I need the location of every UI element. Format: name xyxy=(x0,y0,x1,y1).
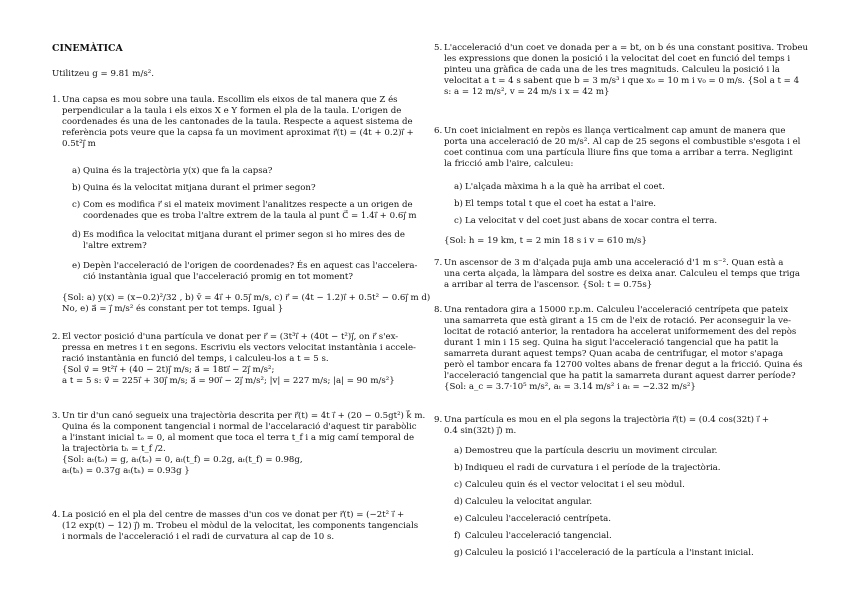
problem-number: 6. xyxy=(434,126,443,136)
item-text-line: El temps total t que el coet ha estat a l'aire. xyxy=(465,199,657,209)
intro-text: Utilitzeu g = 9.81 m/s². xyxy=(52,69,154,79)
item-text-line: Es modifica la velocitat mitjana durant el primer segon si ho mires des de xyxy=(83,230,406,240)
problem-text-line: a arribar al terra de l'ascensor. {Sol: t = 0.75s} xyxy=(444,280,653,290)
item-text-line: Calculeu l'acceleració centrípeta. xyxy=(465,514,612,524)
problem-number: 4. xyxy=(52,510,61,520)
problem-text-line: a t = 5 s: v⃗ = 225ı⃗ + 30ȷ⃗ m/s; a⃗ = 90ı⃗ − 2ȷ⃗ m/s²; |v| = 227 m/s; |a| = 90 m/s²} xyxy=(62,376,395,386)
problem-text-line: (12 exp(t) − 12) ȷ⃗) m. Trobeu el mòdul de la velocitat, les components tangencials xyxy=(62,521,419,531)
problem-number: 1. xyxy=(52,95,61,105)
solution-line: {Sol: a) y(x) = (x−0.2)²/32 , b) v̄ = 4ı⃗ + 0.5ȷ⃗ m/s, c) r⃗ = (4t − 1.2)ı⃗ + 0.5t² − 0.6ȷ⃗ m d) xyxy=(62,293,431,303)
item-text-line: l'altre extrem? xyxy=(83,241,147,251)
problem-text-line: Quina és la component tangencial i normal de l'accelaració d'aquest tir parabòlic xyxy=(62,422,417,432)
item-label: a) xyxy=(454,182,463,192)
item-label: d) xyxy=(454,497,463,507)
problem-text-line: la trajectòria tₕ = t_f /2. xyxy=(62,444,166,454)
item-text-line: ció instantània igual que l'acceleració promig en tot moment? xyxy=(83,272,353,282)
problem-text-line: velocitat a t = 4 s sabent que b = 3 m/s³ i que x₀ = 10 m i v₀ = 0 m/s. {Sol a t = 4 xyxy=(444,76,800,86)
item-label: a) xyxy=(454,446,463,456)
item-label: e) xyxy=(454,514,463,524)
item-label: b) xyxy=(454,463,463,473)
problem-text-line: locitat de rotació anterior, la rentadora ha accelerat uniformement des del repòs xyxy=(444,327,797,337)
problem-number: 8. xyxy=(434,305,443,315)
problem-text-line: pressa en metres i t en segons. Escriviu els vectors velocitat instantània i accele- xyxy=(62,343,416,353)
problem-text-line: una certa alçada, la làmpara del sostre es deixa anar. Calculeu el temps que triga xyxy=(444,269,801,279)
item-text-line: La velocitat v del coet just abans de xocar contra el terra. xyxy=(465,216,718,226)
problem-text-line: s: a = 12 m/s², v = 24 m/s i x = 42 m} xyxy=(444,87,610,97)
problem-text-line: Una rentadora gira a 15000 r.p.m. Calculeu l'acceleració centrípeta que pateix xyxy=(444,305,789,315)
item-label: c) xyxy=(454,216,463,226)
problem-text-line: a l'instant inicial tₒ = 0, al moment que toca el terra t_f i a mig camí temporal de xyxy=(62,433,415,443)
problem-text-line: Una capsa es mou sobre una taula. Escollim els eixos de tal manera que Z és xyxy=(62,95,398,105)
problem-text-line: Una partícula es mou en el pla segons la trajectòria r⃗(t) = (0.4 cos(32t) ı⃗ + xyxy=(444,415,770,425)
item-text-line: Calculeu la posició i l'acceleració de la partícula a l'instant inicial. xyxy=(465,548,754,558)
problem-number: 9. xyxy=(434,415,443,425)
problem-text-line: {Sol v⃗ = 9t²ı⃗ + (40 − 2t)ȷ⃗ m/s; a⃗ = 18tı⃗ − 2ȷ⃗ m/s²; xyxy=(62,365,275,375)
item-label: b) xyxy=(72,183,81,193)
problem-text-line: referència pots veure que la capsa fa un moviment aproximat r⃗(t) = (4t + 0.2)ı⃗ + xyxy=(62,128,414,138)
item-label: b) xyxy=(454,199,463,209)
problem-text-line: porta una acceleració de 20 m/s². Al cap de 25 segons el combustible s'esgota i el xyxy=(444,137,801,147)
problem-number: 3. xyxy=(52,411,61,421)
solution-line: No, e) a⃗ = ȷ⃗ m/s² és constant per tot temps. Igual } xyxy=(62,304,284,314)
item-text-line: L'alçada màxima h a la què ha arribat el coet. xyxy=(465,182,665,192)
problem-text-line: L'acceleració d'un coet ve donada per a = bt, on b és una constant positiva. Trobeu xyxy=(444,43,809,53)
item-label: c) xyxy=(454,480,463,490)
item-text-line: Depèn l'acceleració de l'origen de coordenades? És en aquest cas l'accelera- xyxy=(83,261,418,271)
problem-text-line: ració instantània en funció del temps, i calculeu-los a t = 5 s. xyxy=(62,354,329,364)
problem-text-line: {Sol: aₜ(tₒ) = g, aₜ(tₒ) = 0, aₜ(t_f) = 0.2g, aₜ(t_f) = 0.98g, xyxy=(62,455,303,465)
problem-text-line: Un ascensor de 3 m d'alçada puja amb una acceleració d'1 m s⁻². Quan està a xyxy=(444,258,784,268)
item-text-line: Quina és la velocitat mitjana durant el primer segon? xyxy=(83,183,316,193)
item-text-line: Quina és la trajectòria y(x) que fa la capsa? xyxy=(83,166,273,176)
item-label: c) xyxy=(72,200,81,210)
problem-number: 7. xyxy=(434,258,443,268)
item-text-line: Calculeu quin és el vector velocitat i el seu mòdul. xyxy=(465,480,685,490)
problem-text-line: una samarreta que està girant a 15 cm de l'eix de rotació. Per aconseguir la ve- xyxy=(444,316,792,326)
solution-line: {Sol: h = 19 km, t = 2 min 18 s i v = 610 m/s} xyxy=(444,236,647,246)
problem-text-line: Un coet inicialment en repòs es llança verticalment cap amunt de manera que xyxy=(444,126,786,136)
item-label: e) xyxy=(72,261,81,271)
item-label: d) xyxy=(72,230,81,240)
problem-text-line: aₜ(tₕ) = 0.37g aₜ(tₕ) = 0.93g } xyxy=(62,466,190,476)
problem-number: 5. xyxy=(434,43,443,53)
item-text-line: Calculeu l'acceleració tangencial. xyxy=(465,531,612,541)
item-label: f) xyxy=(454,531,461,541)
problem-text-line: coet continua com una partícula lliure fins que toma a arribar a terra. Negligint xyxy=(444,148,793,158)
problem-text-line: pinteu una gràfica de cada una de les tres magnituds. Calculeu la posició i la xyxy=(444,65,780,75)
item-label: a) xyxy=(72,166,81,176)
problem-text-line: 0.4 sin(32t) ȷ⃗) m. xyxy=(444,426,517,436)
problem-text-line: la fricció amb l'aire, calculeu: xyxy=(444,159,574,169)
problem-text-line: {Sol: a_c = 3.7·10⁵ m/s², aₜ = 3.14 m/s² i aₜ = −2.32 m/s²} xyxy=(444,382,696,392)
item-text-line: Indiqueu el radi de curvatura i el període de la trajectòria. xyxy=(465,463,721,473)
problem-text-line: perpendicular a la taula i els eixos X e Y formen el pla de la taula. L'origen de xyxy=(62,106,402,116)
problem-text-line: l'acceleració tangencial que ha patit la samarreta durant aquest darrer període? xyxy=(444,371,796,381)
problem-text-line: Un tir d'un canó segueix una trajectòria descrita per r⃗(t) = 4t ı⃗ + (20 − 0.5gt²) k⃗ m. xyxy=(62,411,426,421)
problem-text-line: El vector posició d'una partícula ve donat per r⃗ = (3t³ı⃗ + (40t − t²)ȷ⃗, on r⃗ s'ex- xyxy=(62,332,399,342)
problem-number: 2. xyxy=(52,332,61,342)
problem-text-line: 0.5t²ȷ⃗ m xyxy=(62,139,96,149)
item-label: g) xyxy=(454,548,463,558)
problem-text-line: La posició en el pla del centre de masses d'un cos ve donat per r⃗(t) = (−2t² ı⃗ + xyxy=(62,510,405,520)
problem-text-line: samarreta durant aquest temps? Quan acaba de centrifugar, el motor s'apaga xyxy=(444,349,784,359)
problem-text-line: i normals de l'acceleració i el radi de curvatura al cap de 10 s. xyxy=(62,532,335,542)
item-text-line: Com es modifica r⃗ si el mateix moviment l'analitzes respecte a un origen de xyxy=(83,200,413,210)
item-text-line: Calculeu la velocitat angular. xyxy=(465,497,593,507)
problem-text-line: les expressions que donen la posició i la velocitat del coet en funció del temps i xyxy=(444,54,791,64)
problem-text-line: però el tambor encara fa 12700 voltes abans de frenar degut a la fricció. Quina és xyxy=(444,360,803,370)
page-title: CINEMÀTICA xyxy=(52,43,123,54)
problem-text-line: durant 1 min i 15 seg. Quina ha sigut l'acceleració tangencial que ha patit la xyxy=(444,338,779,348)
problem-text-line: coordenades és una de les cantonades de la taula. Respecte a aquest sistema de xyxy=(62,117,413,127)
item-text-line: Demostreu que la partícula descriu un moviment circular. xyxy=(465,446,718,456)
item-text-line: coordenades que es troba l'altre extrem de la taula al punt C⃗ = 1.4ı⃗ + 0.6ȷ⃗ m xyxy=(83,211,417,221)
